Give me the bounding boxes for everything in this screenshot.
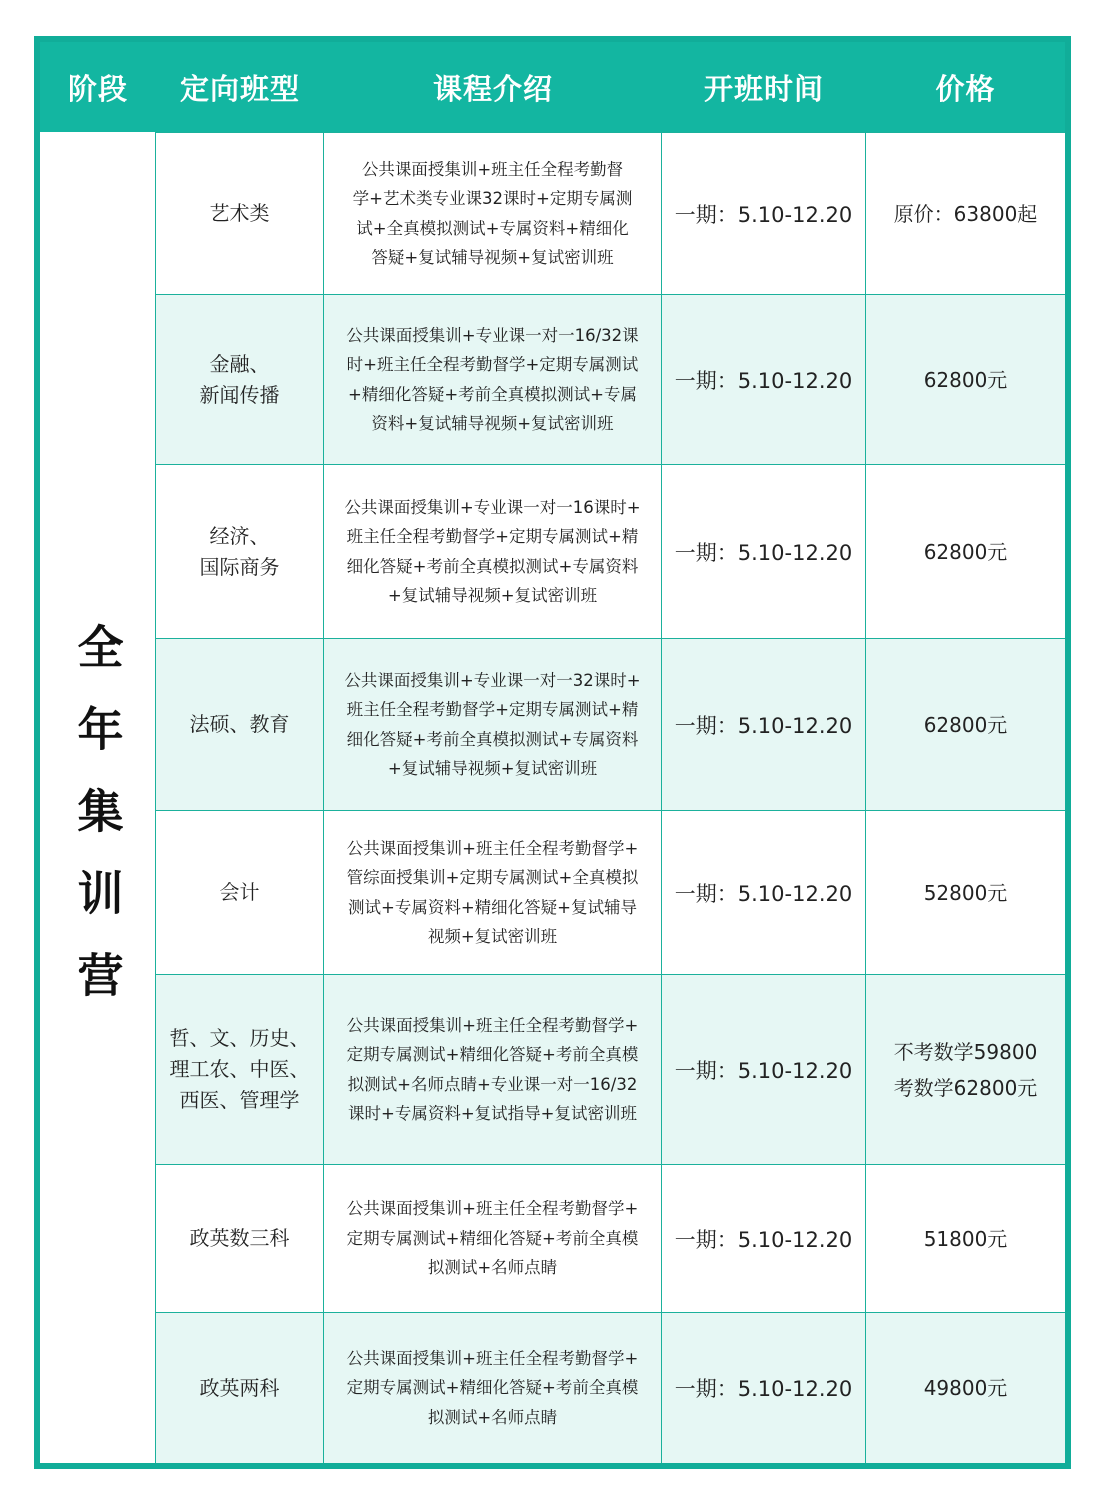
price-table — [34, 36, 1071, 1469]
start-time: 一期：5.10-12.20 — [662, 1165, 866, 1312]
price: 62800元 — [923, 539, 1008, 564]
course-description: 公共课面授集训+专业课一对一16/32课 时+班主任全程考勤督学+定期专属测试 +精细化答疑+考前全真模拟测试+专属 资料+复试辅导视频+复试密训班 — [324, 295, 662, 464]
table-row — [156, 464, 1065, 638]
class-type: 哲、文、历史、 理工农、中医、 西医、管理学 — [156, 975, 324, 1164]
course-description: 公共课面授集训+专业课一对一16课时+ 班主任全程考勤督学+定期专属测试+精 细化答疑+考前全真模拟测试+专属资料 +复试辅导视频+复试密训班 — [324, 465, 662, 638]
start-time: 一期：5.10-12.20 — [662, 975, 866, 1164]
course-description: 公共课面授集训+班主任全程考勤督 学+艺术类专业课32课时+定期专属测 试+全真模拟测试+专属资料+精细化 答疑+复试辅导视频+复试密训班 — [324, 133, 662, 294]
class-type: 会计 — [156, 811, 324, 974]
header-course-intro: 课程介绍 — [432, 71, 553, 106]
price: 52800元 — [923, 880, 1008, 905]
price: 51800元 — [923, 1226, 1008, 1251]
price: 62800元 — [923, 367, 1008, 392]
price: 49800元 — [923, 1376, 1008, 1400]
course-description: 公共课面授集训+班主任全程考勤督学+ 定期专属测试+精细化答疑+考前全真模 拟测试+名师点睛 — [324, 1313, 662, 1463]
start-time: 一期：5.10-12.20 — [662, 295, 866, 464]
header-start-time: 开班时间 — [703, 71, 824, 106]
table-header — [40, 42, 1065, 132]
table-row — [156, 638, 1065, 810]
start-time: 一期：5.10-12.20 — [662, 811, 866, 974]
class-type: 金融、 新闻传播 — [156, 295, 324, 464]
class-type: 艺术类 — [156, 133, 324, 294]
header-price: 价格 — [935, 71, 996, 106]
class-type: 经济、 国际商务 — [156, 465, 324, 638]
start-time: 一期：5.10-12.20 — [662, 639, 866, 810]
table-row — [156, 974, 1065, 1164]
header-stage: 阶段 — [67, 71, 128, 106]
start-time: 一期：5.10-12.20 — [662, 1313, 866, 1463]
course-description: 公共课面授集训+班主任全程考勤督学+ 定期专属测试+精细化答疑+考前全真模 拟测试+名师点睛+专业课一对一16/32 课时+专属资料+复试指导+复试密训班 — [324, 975, 662, 1164]
price: 62800元 — [923, 712, 1008, 737]
stage-cell — [40, 132, 156, 1463]
table-row — [156, 294, 1065, 464]
stage-name: 全年集训营 — [70, 622, 125, 1033]
start-time: 一期：5.10-12.20 — [662, 133, 866, 294]
course-description: 公共课面授集训+班主任全程考勤督学+ 管综面授集训+定期专属测试+全真模拟 测试+专属资料+精细化答疑+复试辅导 视频+复试密训班 — [324, 811, 662, 974]
course-description: 公共课面授集训+班主任全程考勤督学+ 定期专属测试+精细化答疑+考前全真模 拟测试+名师点睛 — [324, 1165, 662, 1312]
table-row — [156, 132, 1065, 294]
start-time: 一期：5.10-12.20 — [662, 465, 866, 638]
course-description: 公共课面授集训+专业课一对一32课时+ 班主任全程考勤督学+定期专属测试+精 细化答疑+考前全真模拟测试+专属资料 +复试辅导视频+复试密训班 — [324, 639, 662, 810]
class-type: 政英数三科 — [156, 1165, 324, 1312]
price: 不考数学59800 考数学62800元 — [893, 1039, 1038, 1100]
table-row — [156, 1312, 1065, 1463]
class-type: 法硕、教育 — [156, 639, 324, 810]
table-row — [156, 810, 1065, 974]
class-type: 政英两科 — [156, 1313, 324, 1463]
header-class-type: 定向班型 — [179, 71, 300, 106]
table-row — [156, 1164, 1065, 1312]
price: 原价：63800起 — [893, 201, 1038, 226]
